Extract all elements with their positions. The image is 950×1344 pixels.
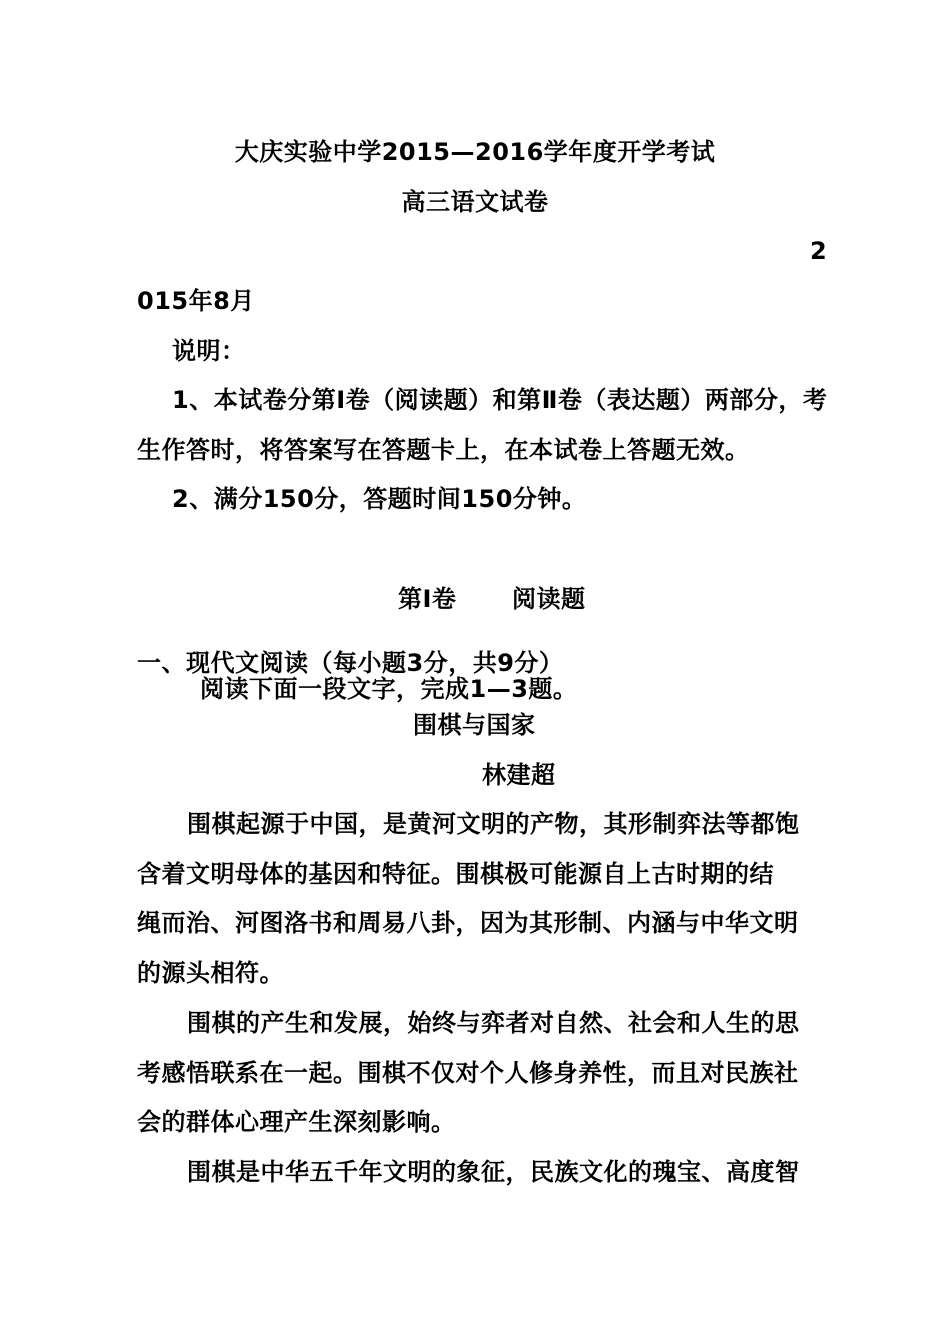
paragraph-line: 的源头相符。: [137, 959, 284, 987]
section-instruction: 阅读下面一段文字，完成1—3题。: [200, 675, 578, 703]
instructions-heading: 说明：: [172, 337, 246, 365]
paragraph-line: 围棋是中华五千年文明的象征，民族文化的瑰宝、高度智: [187, 1158, 800, 1186]
exam-date-part2: 015年8月: [137, 287, 255, 315]
paragraph-line: 绳而治、河图洛书和周易八卦，因为其形制、内涵与中华文明: [137, 909, 799, 937]
exam-title: 大庆实验中学2015—2016学年度开学考试: [234, 138, 716, 166]
section-heading: 一、现代文阅读（每小题3分，共9分）: [137, 649, 564, 677]
paragraph-line: 会的群体心理产生深刻影响。: [137, 1108, 456, 1136]
instruction-item-1: 1、本试卷分第Ⅰ卷（阅读题）和第Ⅱ卷（表达题）两部分，考: [172, 386, 828, 414]
article-title: 围棋与国家: [413, 711, 536, 739]
paragraph-line: 考感悟联系在一起。围棋不仅对个人修身养性，而且对民族社: [137, 1059, 799, 1087]
exam-subtitle: 高三语文试卷: [401, 188, 549, 216]
paragraph-line: 围棋起源于中国，是黄河文明的产物，其形制弈法等都饱: [187, 810, 800, 838]
instruction-item-1-cont: 生作答时，将答案写在答题卡上，在本试卷上答题无效。: [137, 436, 750, 464]
part-heading-label: 第Ⅰ卷: [398, 585, 457, 613]
instruction-item-2: 2、满分150分，答题时间150分钟。: [172, 485, 587, 513]
paragraph-line: 围棋的产生和发展，始终与弈者对自然、社会和人生的思: [187, 1009, 800, 1037]
paragraph-line: 含着文明母体的基因和特征。围棋极可能源自上古时期的结: [137, 860, 774, 888]
part-heading-name: 阅读题: [512, 585, 586, 613]
exam-date-part1: 2: [810, 237, 828, 265]
article-author: 林建超: [482, 761, 556, 789]
